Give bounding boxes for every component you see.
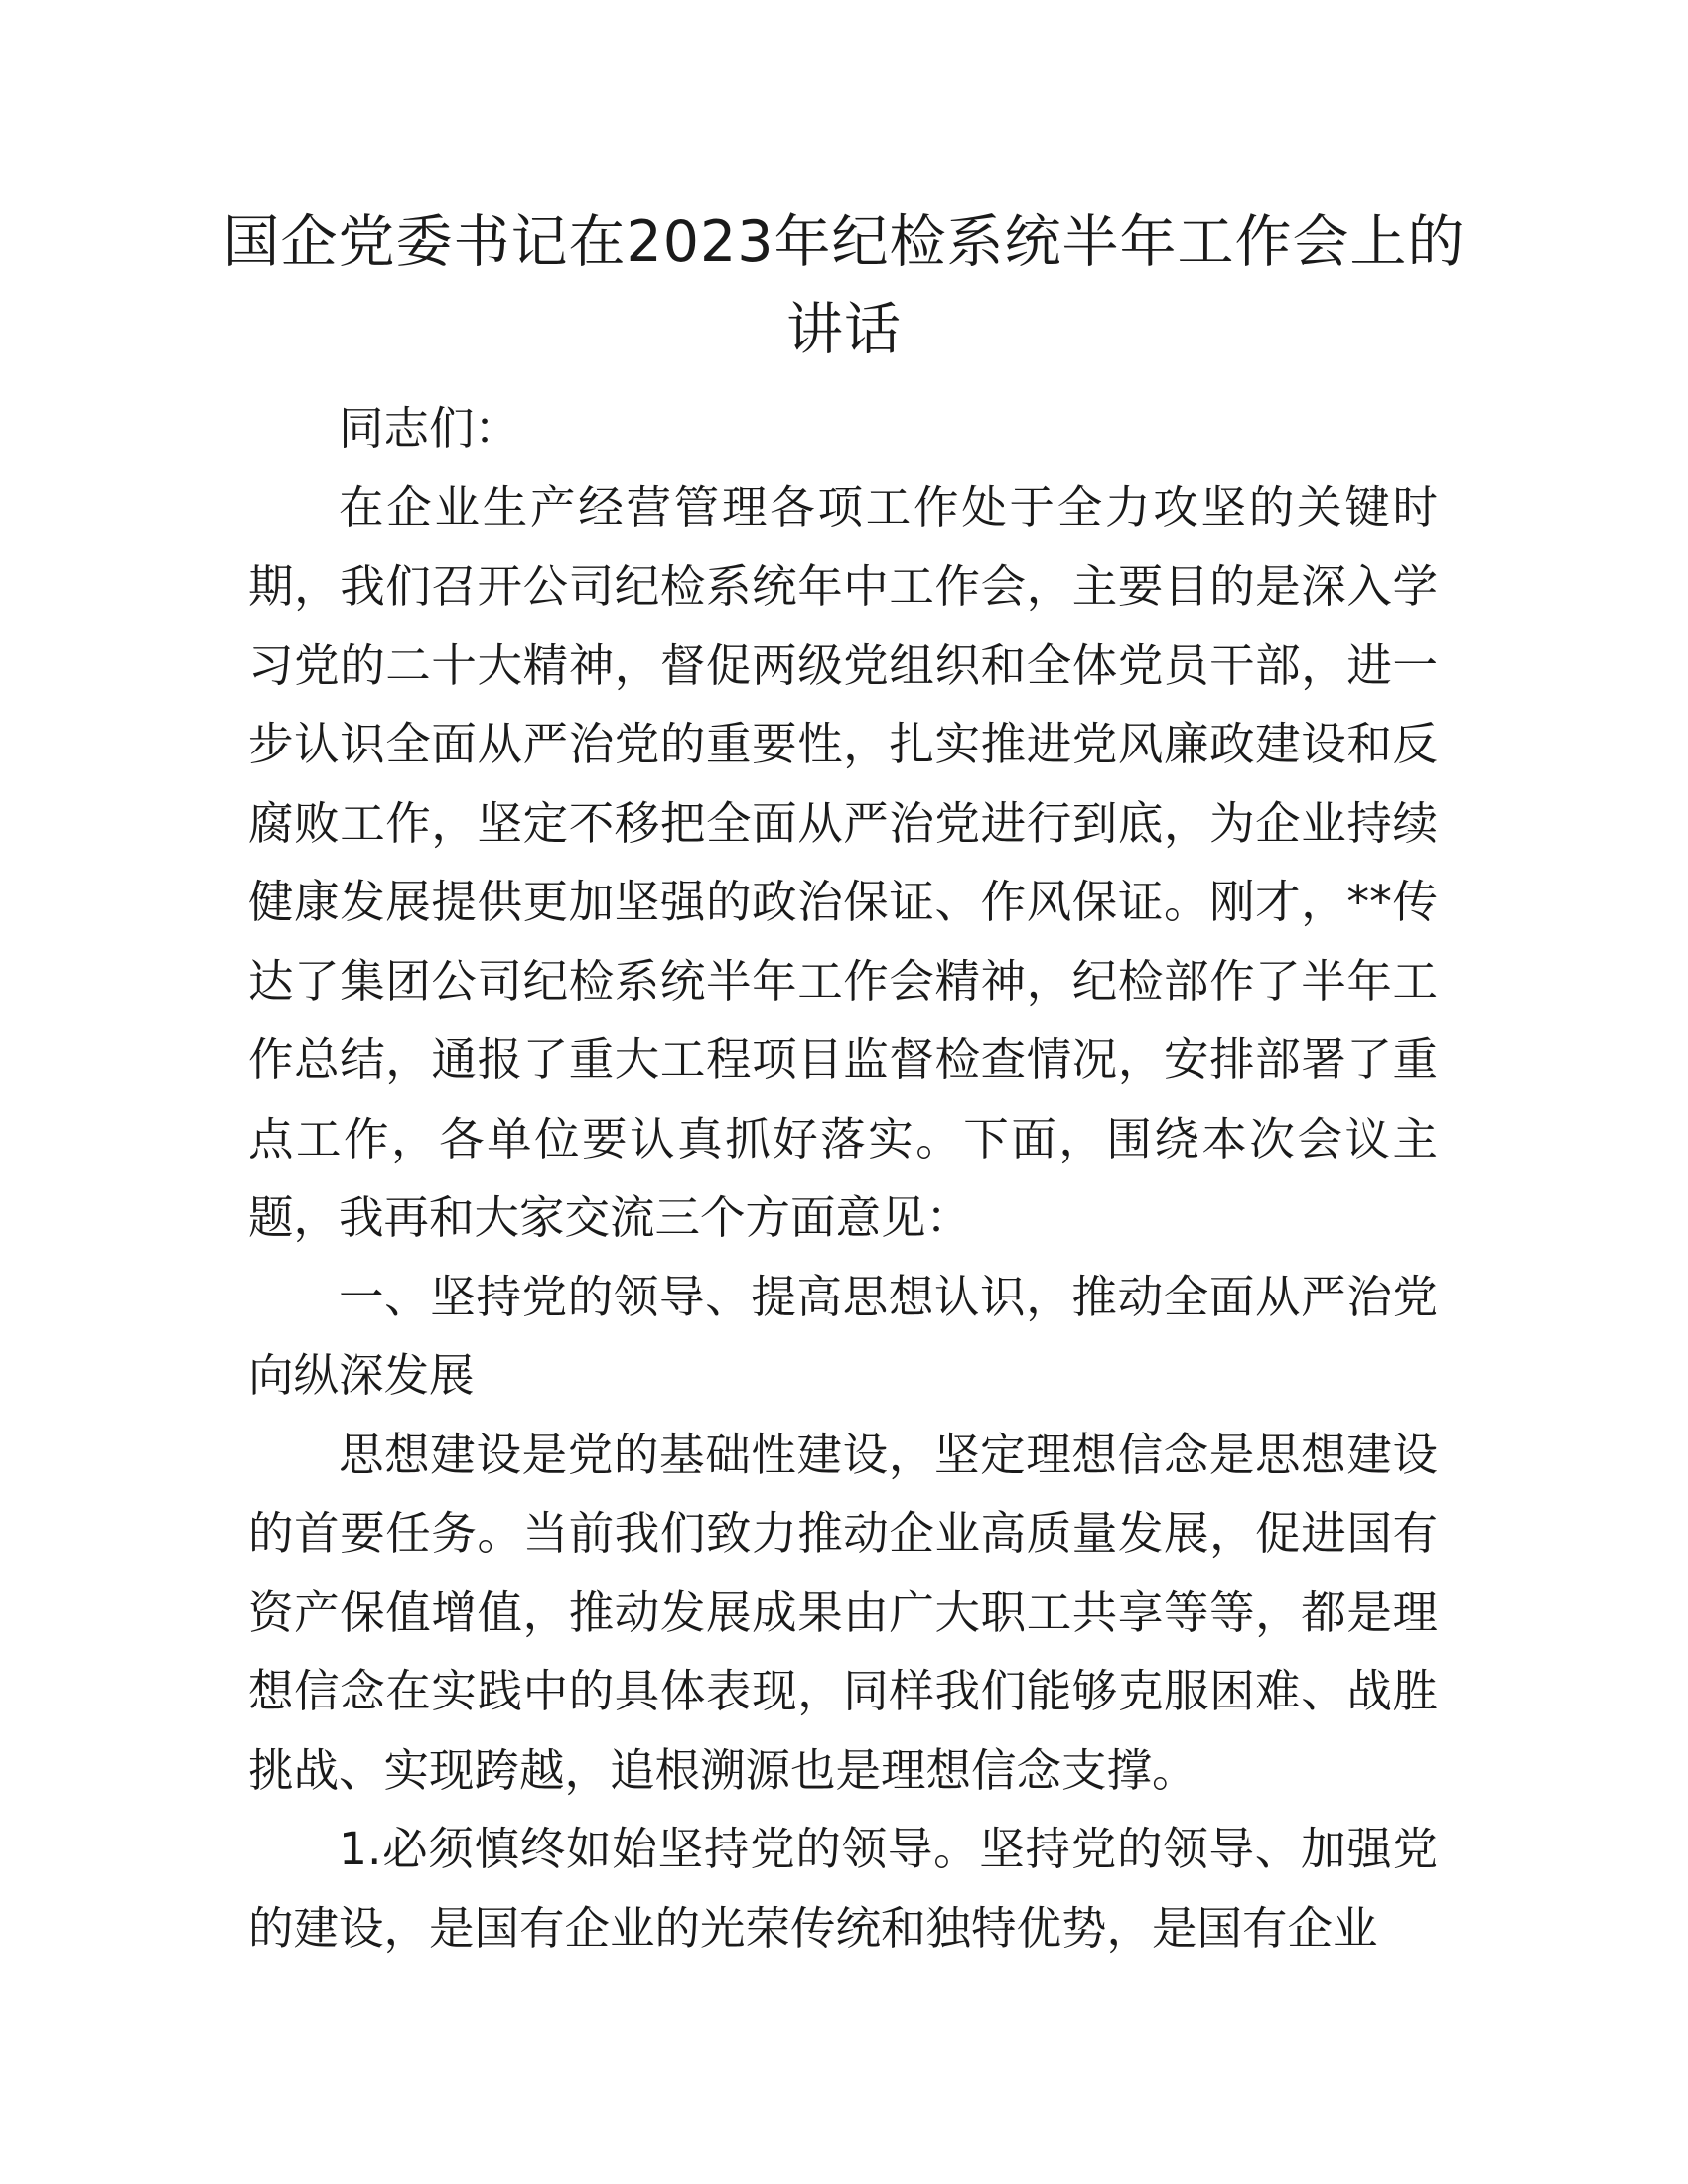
paragraph-intro: 在企业生产经营管理各项工作处于全力攻坚的关键时期，我们召开公司纪检系统年中工作会，主要目的是深入学习党的二十大精神，督促两级党组织和全体党员干部，进一步认识全面从严治党的重要性，扎实推进党风廉政建设和反腐败工作，坚定不移把全面从严治党进行到底，为企业持续健康发展提供更加坚强的政治保证、作风保证。刚才，**传达了集团公司纪检系统半年工作会精神，纪检部作了半年工作总结，通报了重大工程项目监督检查情况，安排部署了重点工作，各单位要认真抓好落实。下面，围绕本次会议主题，我再和大家交流三个方面意见： [248,480,1438,1244]
document-title: 国企党委书记在2023年纪检系统半年工作会上的讲话 [222,209,1466,362]
section-heading-1: 一、坚持党的领导、提高思想认识，推动全面从严治党向纵深发展 [248,1270,1438,1402]
paragraph-salutation: 同志们： [339,402,520,455]
paragraph-ideology: 思想建设是党的基础性建设，坚定理想信念是思想建设的首要任务。当前我们致力推动企业高质量发展，促进国有资产保值增值，推动发展成果由广大职工共享等等，都是理想信念在实践中的具体表现，同样我们能够克服困难、战胜挑战、实现跨越，追根溯源也是理想信念支撑。 [248,1428,1438,1797]
document-body [248,389,1438,1968]
paragraph-point-1: 1.必须慎终如始坚持党的领导。坚持党的领导、加强党的建设，是国有企业的光荣传统和独特优势，是国有企业 [248,1823,1438,1955]
